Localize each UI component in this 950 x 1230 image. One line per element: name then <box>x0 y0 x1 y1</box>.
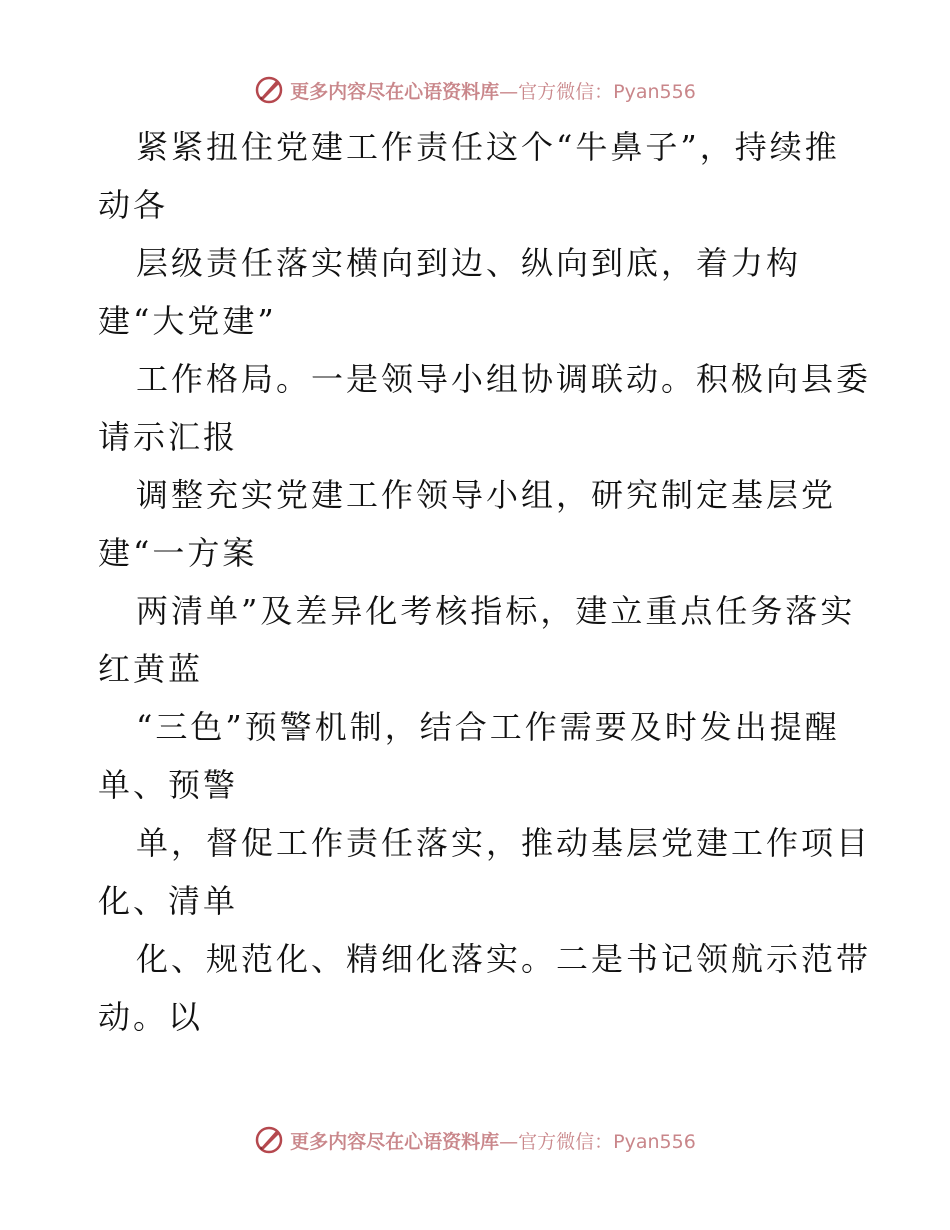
text-line: “三色”预警机制，结合工作需要及时发出提醒 <box>136 708 840 746</box>
quill-pen-logo-icon <box>254 1125 284 1155</box>
banner-text <box>290 1127 696 1154</box>
text-line: 请示汇报 <box>98 418 239 456</box>
text-line: 单，督促工作责任落实，推动基层党建工作项目 <box>136 824 872 862</box>
text-line: 化、清单 <box>98 882 239 920</box>
text-line: 单、预警 <box>98 766 239 804</box>
text-line: 建“一方案 <box>98 534 258 572</box>
quill-pen-logo-icon <box>254 75 284 105</box>
banner-wechat-text: 官方微信：Pyan556 <box>518 80 696 103</box>
text-line: 红黄蓝 <box>98 650 204 688</box>
banner-separator: — <box>499 80 519 103</box>
banner-main-text: 更多内容尽在心语资料库 <box>290 80 500 103</box>
text-line: 紧紧扭住党建工作责任这个“牛鼻子”，持续推 <box>136 128 840 166</box>
banner-text <box>290 77 696 104</box>
text-line: 两清单”及差异化考核指标，建立重点任务落实 <box>136 592 856 630</box>
document-body <box>98 118 872 1046</box>
banner-wechat-text: 官方微信：Pyan556 <box>518 1130 696 1153</box>
text-line: 动。以 <box>98 998 204 1036</box>
header-watermark-banner <box>0 70 950 110</box>
footer-watermark-banner <box>0 1120 950 1160</box>
text-line: 化、规范化、精细化落实。二是书记领航示范带 <box>136 940 872 978</box>
banner-main-text: 更多内容尽在心语资料库 <box>290 1130 500 1153</box>
text-line: 调整充实党建工作领导小组，研究制定基层党 <box>136 476 837 514</box>
text-line: 建“大党建” <box>98 302 277 340</box>
banner-separator: — <box>499 1130 519 1153</box>
text-line: 层级责任落实横向到边、纵向到底，着力构 <box>136 244 802 282</box>
text-line: 工作格局。一是领导小组协调联动。积极向县委 <box>136 360 872 398</box>
text-line: 动各 <box>98 186 169 224</box>
